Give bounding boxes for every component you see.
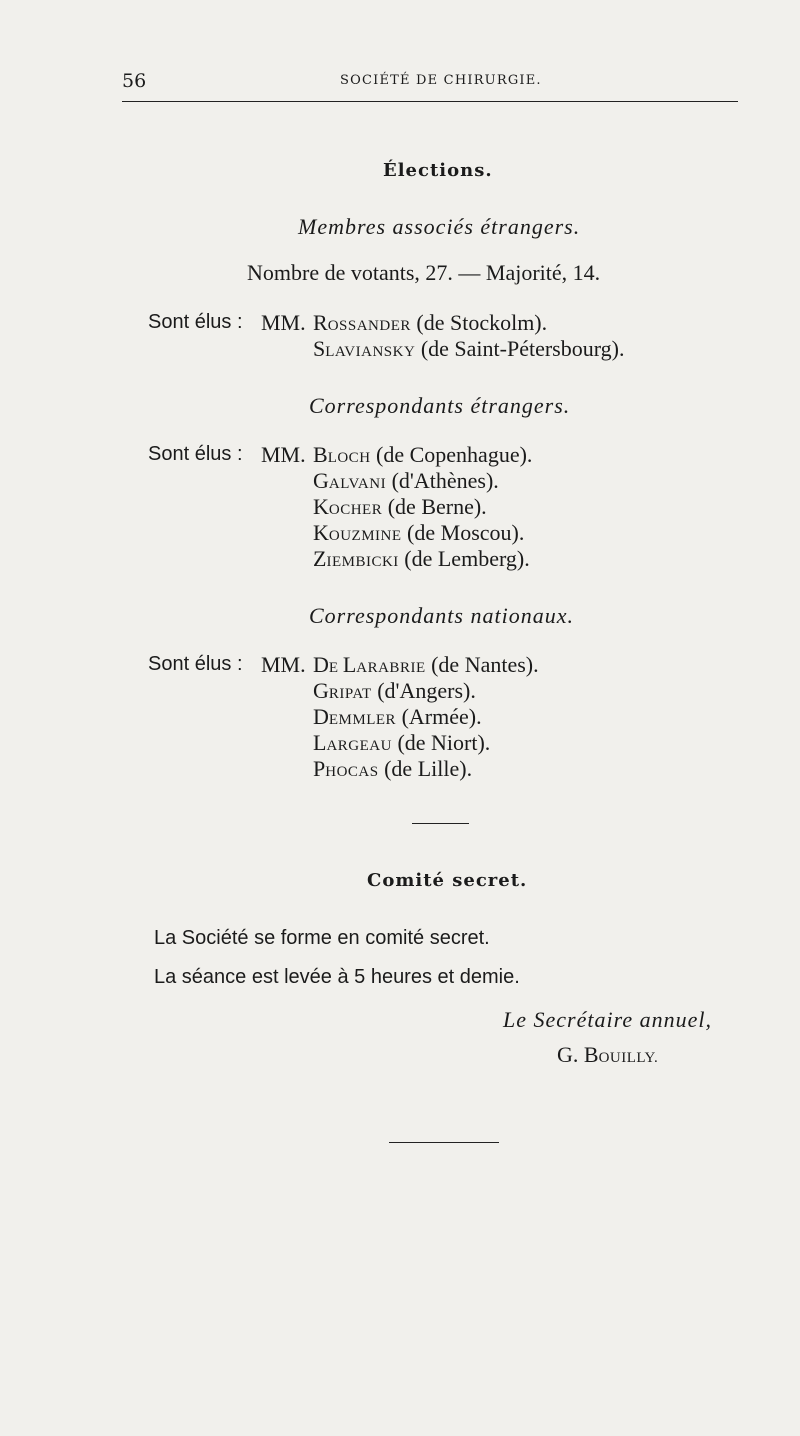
elected-label: Sont élus : xyxy=(148,653,243,675)
section-title-correspondants-nationaux: Correspondants nationaux. xyxy=(309,603,574,628)
comite-heading: Comité secret. xyxy=(367,870,528,891)
member-name: GRIPAT (d'Angers). xyxy=(313,678,476,703)
member-name: GALVANI (d'Athènes). xyxy=(313,468,499,493)
comite-line-1: La Société se forme en comité secret. xyxy=(154,927,490,949)
votes-line: Nombre de votants, 27. — Majorité, 14. xyxy=(247,260,601,285)
member-name: PHOCAS (de Lille). xyxy=(313,756,473,781)
member-name: SLAVIANSKY (de Saint-Pétersbourg). xyxy=(313,336,625,361)
section-separator xyxy=(412,823,469,824)
member-name: DE LARABRIE (de Nantes). xyxy=(313,652,539,677)
running-title: SOCIÉTÉ DE CHIRURGIE. xyxy=(340,73,542,88)
signature-name: G. BOUILLY. xyxy=(557,1042,659,1067)
member-name: BLOCH (de Copenhague). xyxy=(313,442,533,467)
end-separator xyxy=(389,1142,499,1143)
member-name: DEMMLER (Armée). xyxy=(313,704,482,729)
member-name: KOCHER (de Berne). xyxy=(313,494,487,519)
page-number: 56 xyxy=(122,70,147,92)
signature-role: Le Secrétaire annuel, xyxy=(503,1007,712,1032)
honorific: MM. xyxy=(261,652,306,677)
elected-label: Sont élus : xyxy=(148,443,243,465)
member-name: ZIEMBICKI (de Lemberg). xyxy=(313,546,530,571)
section-title-associes: Membres associés étrangers. xyxy=(298,214,581,239)
section-title-correspondants-etrangers: Correspondants étrangers. xyxy=(309,393,571,418)
elections-heading: Élections. xyxy=(383,160,493,181)
elected-label: Sont élus : xyxy=(148,311,243,333)
honorific: MM. xyxy=(261,442,306,467)
header-rule xyxy=(122,101,738,102)
honorific: MM. xyxy=(261,310,306,335)
member-name: KOUZMINE (de Moscou). xyxy=(313,520,525,545)
member-name: LARGEAU (de Niort). xyxy=(313,730,491,755)
comite-line-2: La séance est levée à 5 heures et demie. xyxy=(154,966,520,988)
member-name: ROSSANDER (de Stockolm). xyxy=(313,310,548,335)
